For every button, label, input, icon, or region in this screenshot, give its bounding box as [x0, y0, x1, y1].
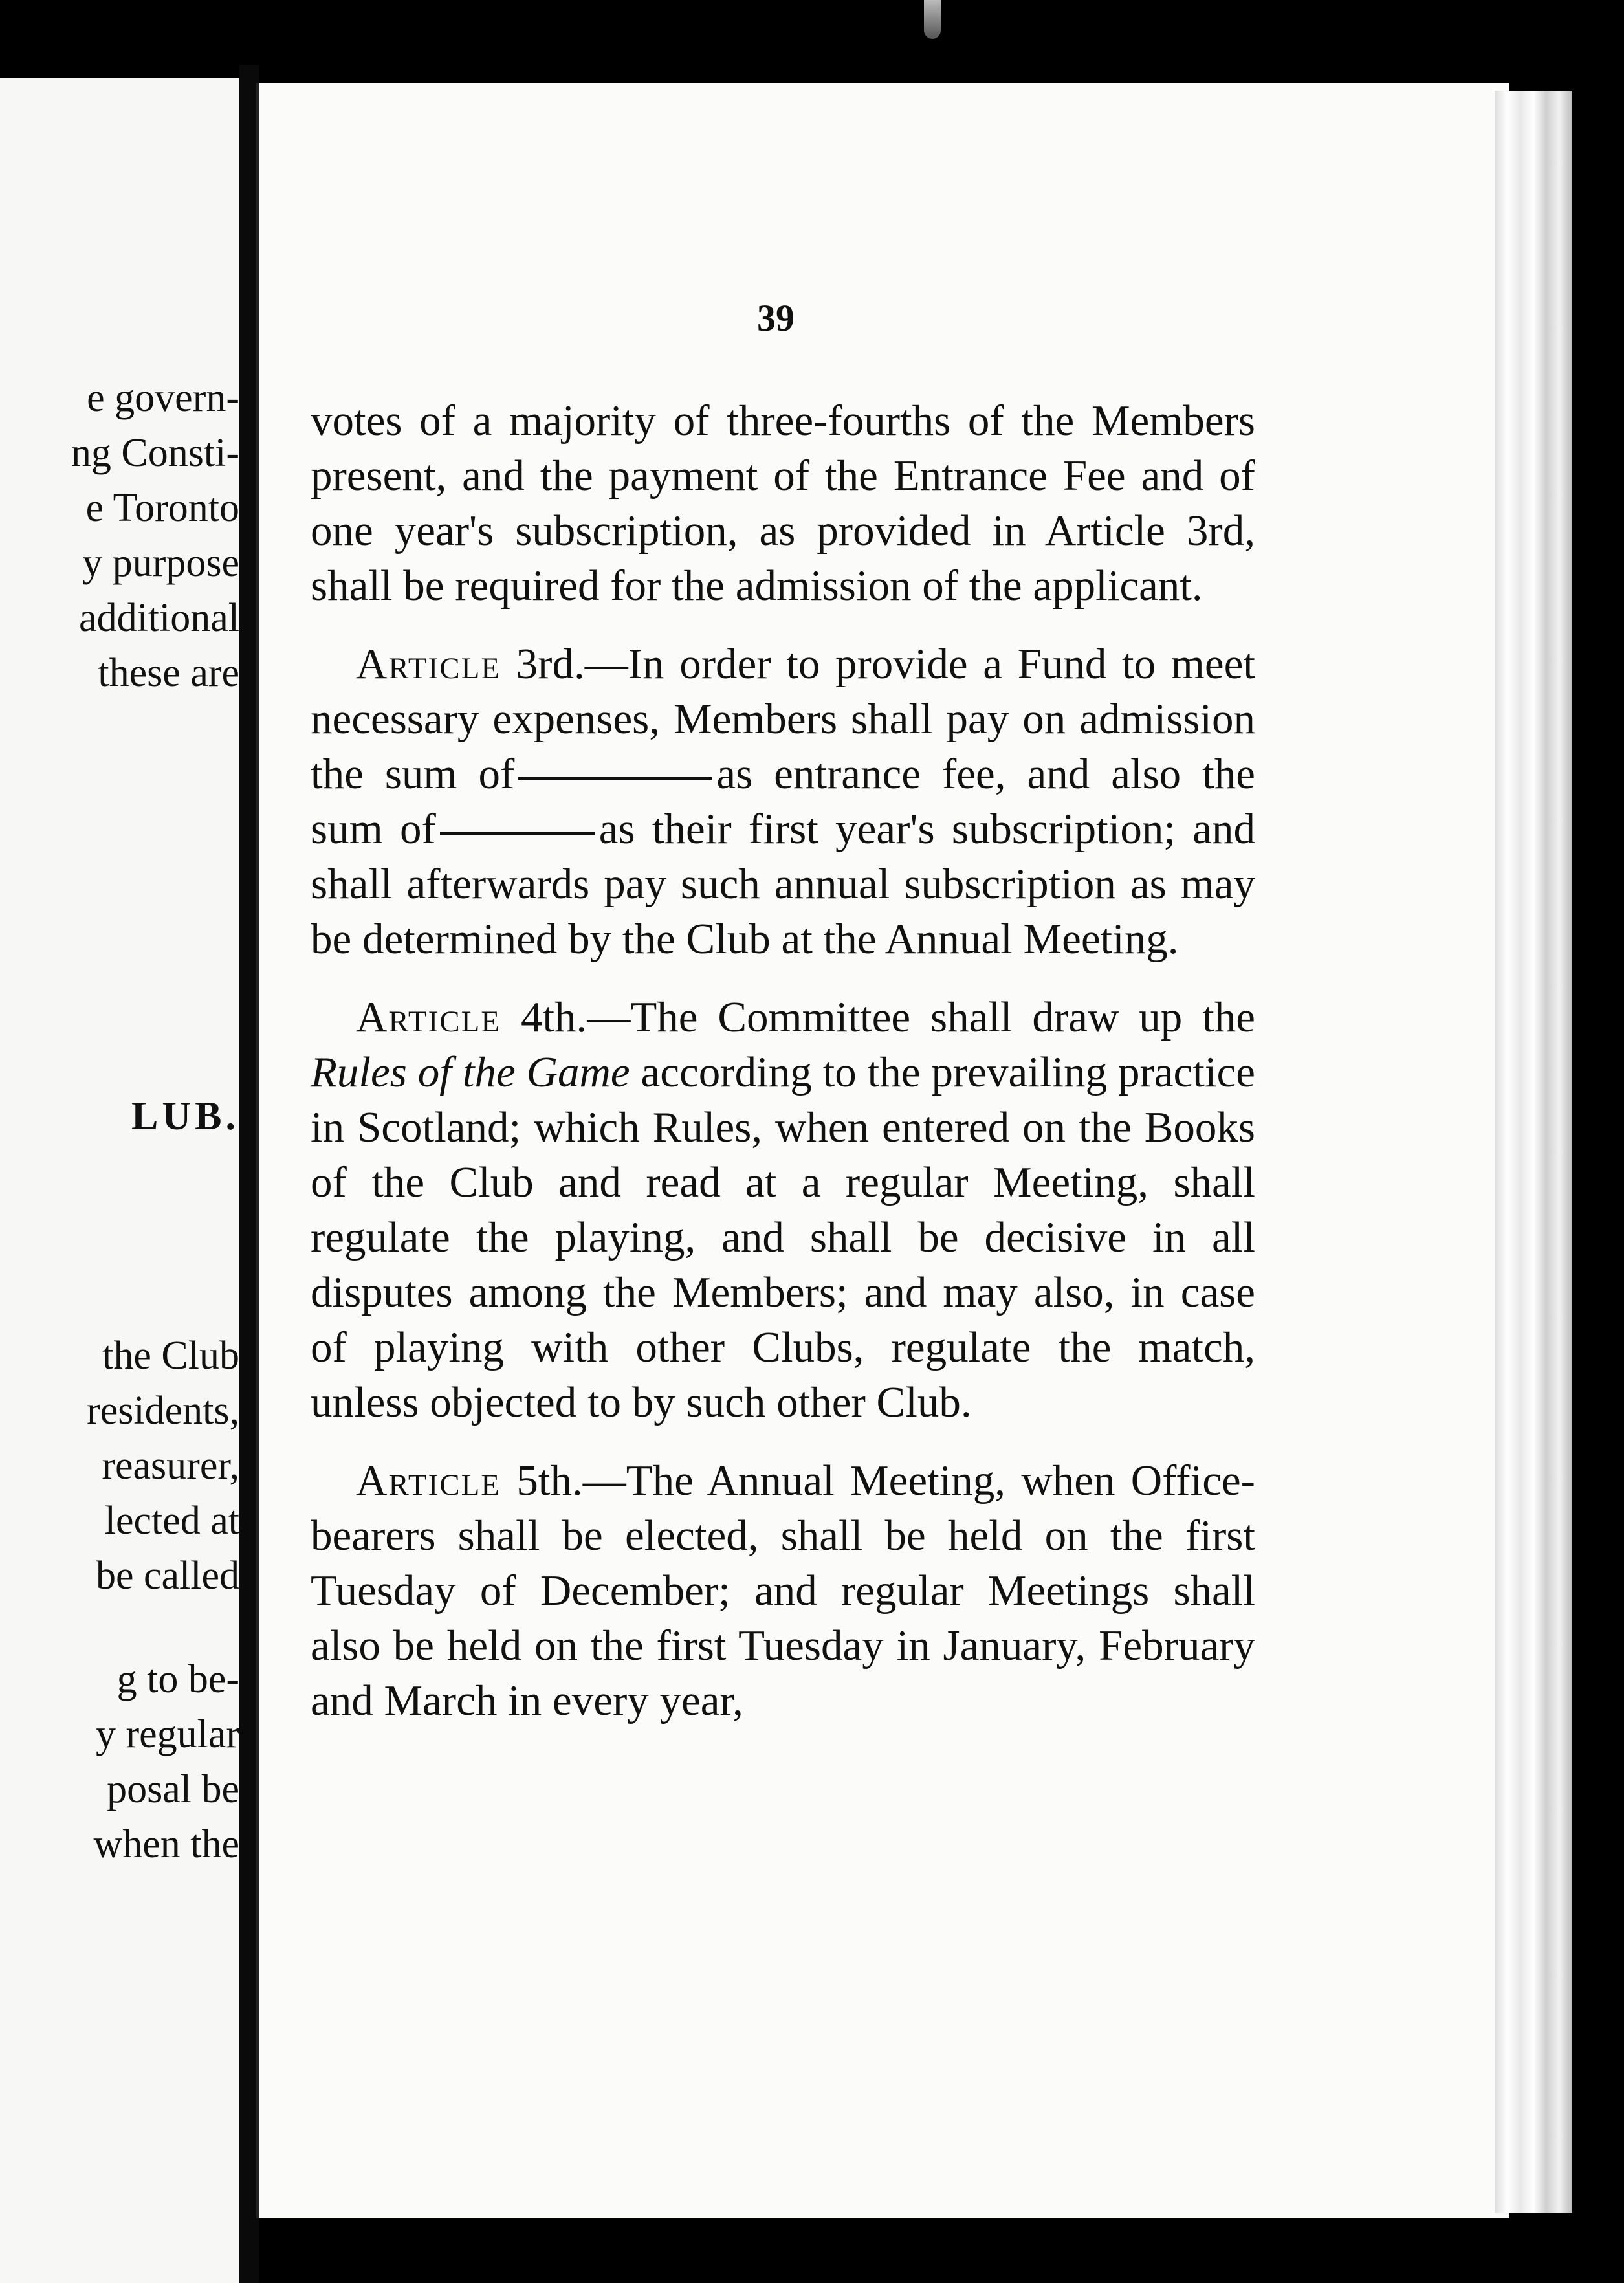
left-line: y regular [95, 1712, 239, 1756]
left-line: residents, [87, 1389, 239, 1433]
article-ordinal: 5th. [501, 1457, 583, 1505]
left-line: when the [93, 1822, 239, 1866]
left-line: lected at [104, 1499, 239, 1543]
article-heading: Article [356, 640, 501, 688]
left-line: posal be [107, 1767, 239, 1811]
left-line: be called [95, 1554, 239, 1598]
article-text-run: —In order to provide a Fund to meet necessary expenses, Members shall pay on admission the sum of [311, 640, 1255, 798]
article-text-run: as their first year's subscription; and shall afterwards pay such annual subscription as may be determined by the Club at the Annual Meeting. [311, 805, 1256, 963]
left-line: additional [79, 596, 239, 640]
left-line: the Club [102, 1334, 239, 1378]
right-page [256, 83, 1509, 2218]
paragraph-article-4 [311, 990, 1255, 1430]
left-line: g to be- [116, 1657, 239, 1701]
article-text-run: as entrance fee, and also the sum of [311, 750, 1255, 853]
left-facing-page [0, 78, 239, 2283]
left-line: e govern- [87, 376, 239, 420]
left-line: ng Consti- [71, 431, 239, 475]
article-text-run: according to the prevailing practice in Scotland; which Rules, when entered on the Books of the Club and read at a regular Meeting, shall regulate the playing, and shall be decisive in all disputes among the Members; and may also, in case of playing with other Clubs, regulate the match, unless objected to by such other Club. [311, 1048, 1256, 1426]
left-line: y purpose [82, 541, 239, 585]
paragraph-article-3 [311, 637, 1255, 967]
page-edges [1495, 91, 1572, 2213]
paragraph-continuation: votes of a majority of three-fourths of the Members present, and the payment of the Entrance Fee and of one year's subscription, as provided in Article 3rd, shall be required for the admission of the applicant. [311, 397, 1255, 610]
paragraph-article-5 [311, 1453, 1255, 1728]
article-heading: Article [356, 1457, 501, 1505]
left-line: e Toronto [85, 486, 239, 530]
article-text-run: —The Annual Meeting, when Office-bearers shall be elected, shall be held on the first Tuesday of December; and regular Meetings shall also be held on the first Tuesday in January, February and March in every year, [311, 1457, 1255, 1725]
scanner-mark [924, 0, 941, 39]
article-heading: Article [356, 993, 501, 1041]
left-line: LUB. [131, 1094, 239, 1138]
blank-fill-line [518, 777, 712, 780]
blank-fill-line [440, 832, 595, 835]
article-text [311, 393, 1255, 1752]
left-line: reasurer, [102, 1444, 239, 1488]
italic-phrase: Rules of the Game [311, 1048, 630, 1096]
article-text-run: —The Committee shall draw up the [587, 993, 1255, 1041]
left-line: these are [98, 651, 239, 695]
page-number: 39 [757, 297, 795, 339]
article-ordinal: 3rd. [501, 640, 585, 688]
article-ordinal: 4th. [501, 993, 587, 1041]
